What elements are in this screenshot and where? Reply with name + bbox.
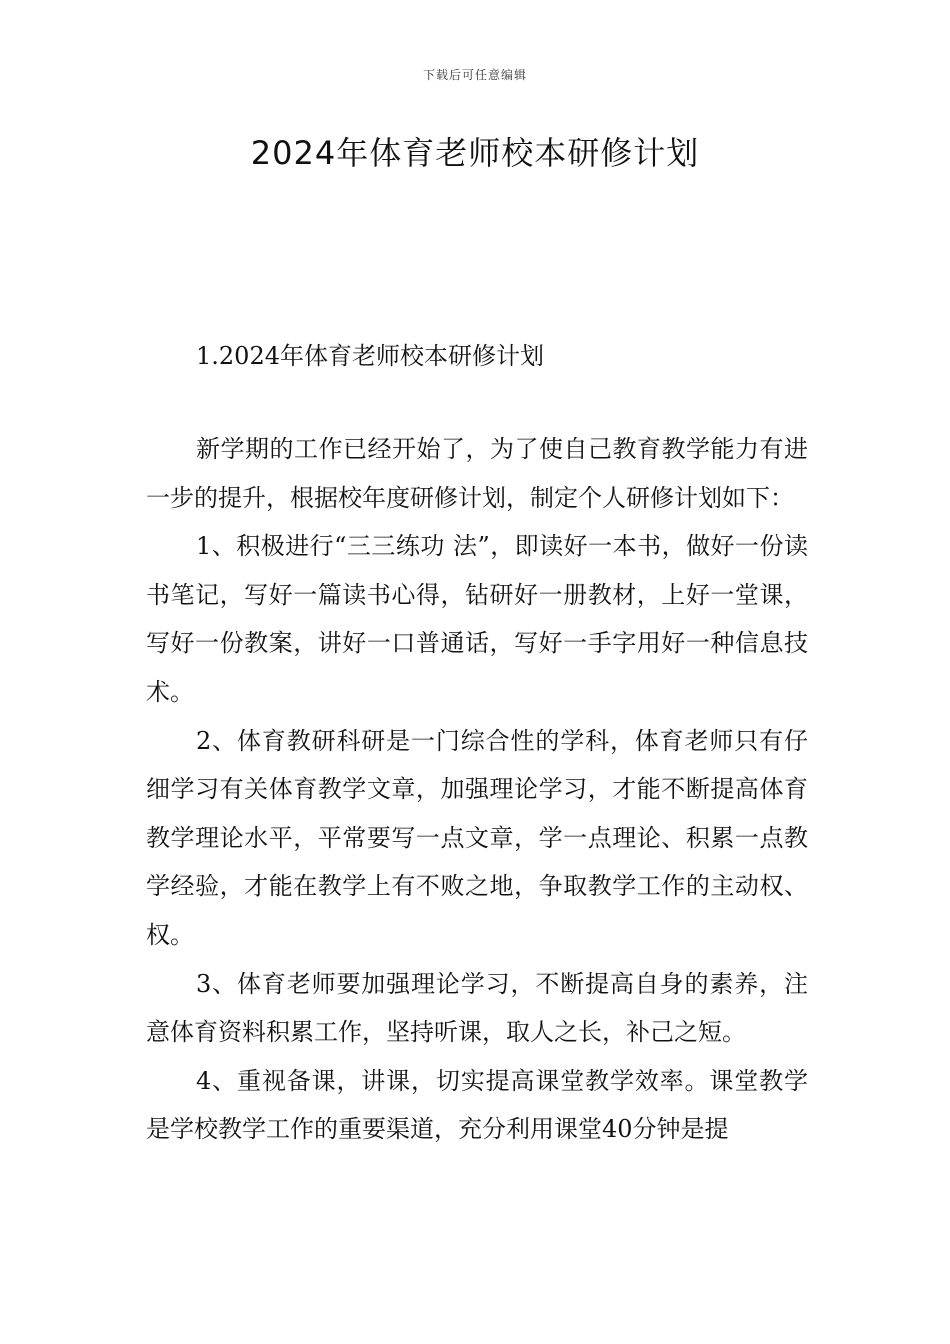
section-heading: 1.2024年体育老师校本研修计划 — [196, 342, 544, 370]
paragraph-intro: 新学期的工作已经开始了，为了使自己教育教学能力有进一步的提升，根据校年度研修计划，制定个人研修计划如下： — [146, 435, 808, 512]
paragraph-item-2: 2、体育教研科研是一门综合性的学科，体育老师只有仔细学习有关体育教学文章，加强理论学习，才能不断提高体育教学理论水平，平常要写一点文章，学一点理论、积累一点教学经验，才能在教学上有不败之地，争取教学工作的主动权、权。 — [146, 726, 808, 949]
paragraph-item-3: 3、体育老师要加强理论学习，不断提高自身的素养，注意体育资料积累工作，坚持听课，取人之长，补己之短。 — [146, 969, 808, 1047]
paragraph-item-1: 1、积极进行“三三练功 法”，即读好一本书，做好一份读书笔记，写好一篇读书心得，钻研好一册教材，上好一堂课，写好一份教案，讲好一口普通话，写好一手字用好一种信息技术。 — [146, 532, 808, 706]
paragraph-item-4: 4、重视备课，讲课，切实提高课堂教学效率。课堂教学是学校教学工作的重要渠道，充分利用课堂40分钟是提 — [146, 1066, 808, 1144]
header-note: 下载后可任意编辑 — [422, 68, 527, 82]
document-body — [146, 425, 808, 1154]
document-title: 2024年体育老师校本研修计划 — [250, 134, 700, 172]
